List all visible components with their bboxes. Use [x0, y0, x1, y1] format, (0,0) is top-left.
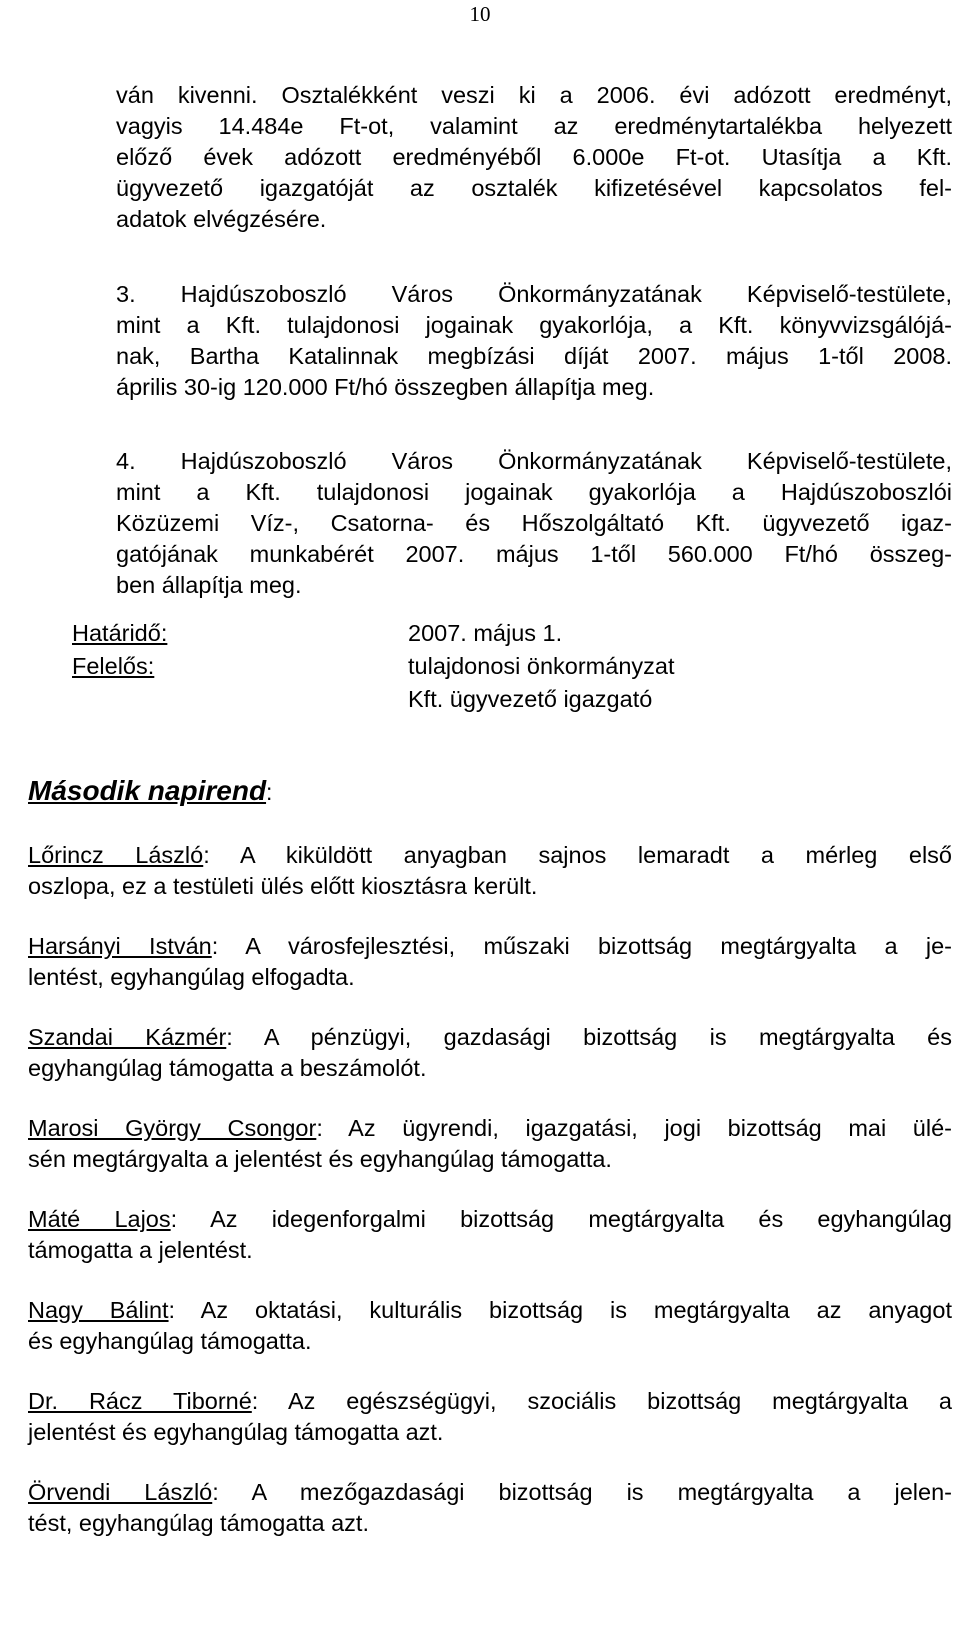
speech-line: és egyhangúlag támogatta.	[28, 1328, 312, 1354]
speaker-name: Lőrincz László	[28, 842, 204, 868]
responsible-row	[72, 683, 952, 716]
speech-text: : Az egészségügyi, szociális bizottság megtárgyalta a	[251, 1388, 952, 1414]
speech-text: : Az idegenforgalmi bizottság megtárgyalta és egyhangúlag	[170, 1206, 953, 1232]
speech-line: oszlopa, ez a testületi ülés előtt kiosztásra került.	[28, 873, 538, 899]
speaker-name: Harsányi István	[28, 933, 212, 959]
speech-text: : A városfejlesztési, műszaki bizottság megtárgyalta a je-	[211, 933, 953, 959]
paragraph-line: ván kivenni. Osztalékként veszi ki a 2006. évi adózott eredményt,	[116, 82, 952, 108]
page-number: 10	[469, 2, 491, 26]
paragraph-line: mint a Kft. tulajdonosi jogainak gyakorlója a Hajdúszoboszlói	[116, 479, 952, 505]
paragraph-line: előző évek adózott eredményéből 6.000e Ft-ot. Utasítja a Kft.	[116, 144, 952, 170]
paragraph-line: vagyis 14.484e Ft-ot, valamint az eredménytartalékba helyezett	[116, 113, 952, 139]
speaker-name: Marosi György Csongor	[28, 1115, 317, 1141]
speech-text: : A mezőgazdasági bizottság is megtárgyalta a jelen-	[212, 1479, 952, 1505]
resolution-item-3	[116, 279, 952, 403]
paragraph-line: 3. Hajdúszoboszló Város Önkormányzatának Képviselő-testülete,	[116, 281, 952, 307]
paragraph-line: ügyvezető igazgatóját az osztalék kifizetésével kapcsolatos fel-	[116, 175, 952, 201]
resolution-item-4	[116, 446, 952, 601]
deadline-responsible-block	[72, 617, 952, 716]
speech-line: jelentést és egyhangúlag támogatta azt.	[28, 1419, 444, 1445]
speech-line: lentést, egyhangúlag elfogadta.	[28, 964, 355, 990]
paragraph-line: gatójának munkabérét 2007. május 1-től 560.000 Ft/hó összeg-	[116, 541, 952, 567]
resolution-continuation	[116, 80, 952, 235]
speech-first-line	[28, 1295, 952, 1326]
paragraph-line: április 30-ig 120.000 Ft/hó összegben állapítja meg.	[116, 374, 655, 400]
speaker-name: Nagy Bálint	[28, 1297, 169, 1323]
speech-paragraph	[28, 1022, 952, 1084]
speech-text: : A pénzügyi, gazdasági bizottság is megtárgyalta és	[226, 1024, 953, 1050]
responsible-label: Felelős:	[72, 653, 155, 679]
speech-text: : A kiküldött anyagban sajnos lemaradt a mérleg első	[203, 842, 952, 868]
speaker-name: Dr. Rácz Tiborné	[28, 1388, 252, 1414]
paragraph-line: nak, Bartha Katalinnak megbízási díját 2007. május 1-től 2008.	[116, 343, 952, 369]
speech-paragraph	[28, 840, 952, 902]
section-heading	[28, 775, 272, 807]
speech-first-line	[28, 1204, 952, 1235]
speech-first-line	[28, 1113, 952, 1144]
paragraph-line: ben állapítja meg.	[116, 572, 302, 598]
speech-first-line	[28, 1477, 952, 1508]
deadline-label: Határidő:	[72, 620, 168, 646]
speech-first-line	[28, 1022, 952, 1053]
paragraph-line: mint a Kft. tulajdonosi jogainak gyakorlója, a Kft. könyvvizsgálójá-	[116, 312, 952, 338]
speech-paragraph	[28, 1386, 952, 1448]
speaker-name: Szandai Kázmér	[28, 1024, 227, 1050]
speech-paragraph	[28, 1477, 952, 1539]
paragraph-line: 4. Hajdúszoboszló Város Önkormányzatának Képviselő-testülete,	[116, 448, 952, 474]
speech-first-line	[28, 840, 952, 871]
speech-line: egyhangúlag támogatta a beszámolót.	[28, 1055, 427, 1081]
speech-paragraph	[28, 1295, 952, 1357]
speech-paragraph	[28, 1204, 952, 1266]
section-title: Második napirend	[28, 775, 267, 806]
speech-first-line	[28, 931, 952, 962]
speaker-name: Máté Lajos	[28, 1206, 171, 1232]
speech-line: sén megtárgyalta a jelentést és egyhangúlag támogatta.	[28, 1146, 612, 1172]
speech-paragraph	[28, 1113, 952, 1175]
deadline-row	[72, 617, 952, 650]
paragraph-line: Közüzemi Víz-, Csatorna- és Hőszolgáltató Kft. ügyvezető igaz-	[116, 510, 952, 536]
speeches-list	[28, 840, 952, 1568]
speech-first-line	[28, 1386, 952, 1417]
paragraph-line: adatok elvégzésére.	[116, 206, 327, 232]
responsible-value: Kft. ügyvezető igazgató	[408, 686, 653, 712]
section-title-colon: :	[266, 779, 273, 805]
responsible-row	[72, 650, 952, 683]
speech-text: : Az oktatási, kulturális bizottság is megtárgyalta az anyagot	[168, 1297, 952, 1323]
speech-line: tést, egyhangúlag támogatta azt.	[28, 1510, 369, 1536]
speech-text: : Az ügyrendi, igazgatási, jogi bizottság mai ülé-	[316, 1115, 952, 1141]
speech-paragraph	[28, 931, 952, 993]
speaker-name: Örvendi László	[28, 1479, 213, 1505]
speech-line: támogatta a jelentést.	[28, 1237, 253, 1263]
responsible-value: tulajdonosi önkormányzat	[408, 653, 675, 679]
deadline-value: 2007. május 1.	[408, 620, 563, 646]
